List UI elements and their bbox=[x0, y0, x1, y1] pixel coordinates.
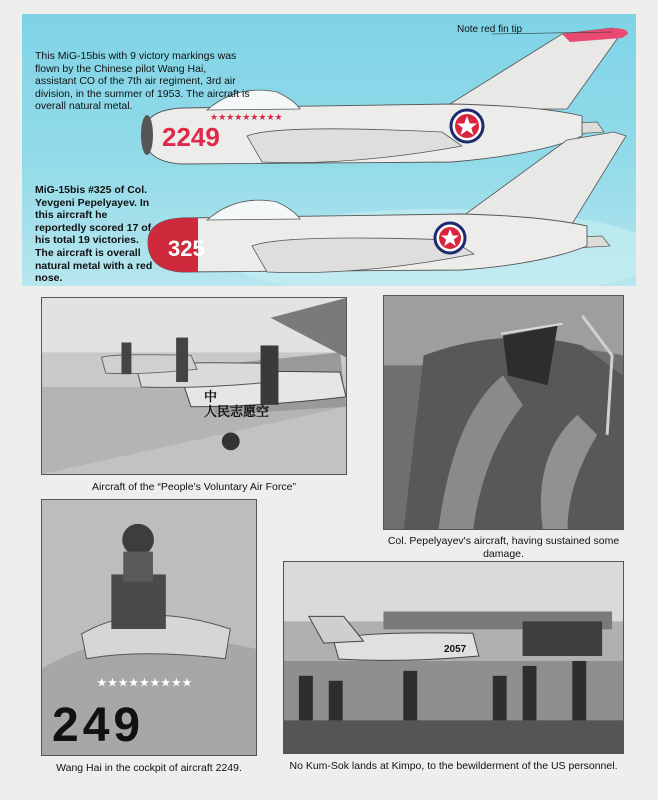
profile-banner bbox=[22, 14, 636, 286]
svg-text:★★★★★★★★★: ★★★★★★★★★ bbox=[210, 113, 283, 123]
aircraft-2249-number: 2249 bbox=[162, 122, 220, 152]
aircraft-2249-caption: This MiG-15bis with 9 victory markings was flown by the Chinese pilot Wang Hai, assistant CO of the 7th air regiment, 3rd air division, in the summer of 1953. The aircraft is overall natural metal. bbox=[35, 50, 250, 113]
kimpo-caption: No Kum-Sok lands at Kimpo, to the bewilderment of the US personnel. bbox=[289, 760, 618, 772]
fin-note-label: Note red fin tip bbox=[457, 24, 523, 35]
lineup-caption: Aircraft of the “People's Voluntary Air Force” bbox=[92, 481, 296, 493]
damage-caption: Col. Pepelyayev's aircraft, having sustained some damage. bbox=[387, 535, 620, 560]
aircraft-325-number: 325 bbox=[168, 236, 205, 261]
cockpit-caption: Wang Hai in the cockpit of aircraft 2249. bbox=[56, 762, 242, 774]
lineup-fuselage-text: 人民志愿空 bbox=[204, 404, 270, 419]
aircraft-325-caption: MiG-15bis #325 of Col. Yevgeni Pepelyayev. In this aircraft he reportedly scored 17 of his total 19 victories. The aircraft is overall natural metal with a red nose. bbox=[35, 184, 153, 285]
svg-text:★★★★★★★★★: ★★★★★★★★★ bbox=[96, 675, 193, 690]
cockpit-aircraft-number: 249 bbox=[52, 699, 145, 752]
kimpo-aircraft-number: 2057 bbox=[444, 644, 467, 655]
photo-cockpit bbox=[41, 499, 257, 756]
photo-aircraft-lineup bbox=[41, 297, 347, 475]
photo-kimpo-landing bbox=[283, 561, 624, 754]
lineup-top-character: 中 bbox=[204, 389, 218, 404]
photo-damage bbox=[383, 295, 624, 530]
